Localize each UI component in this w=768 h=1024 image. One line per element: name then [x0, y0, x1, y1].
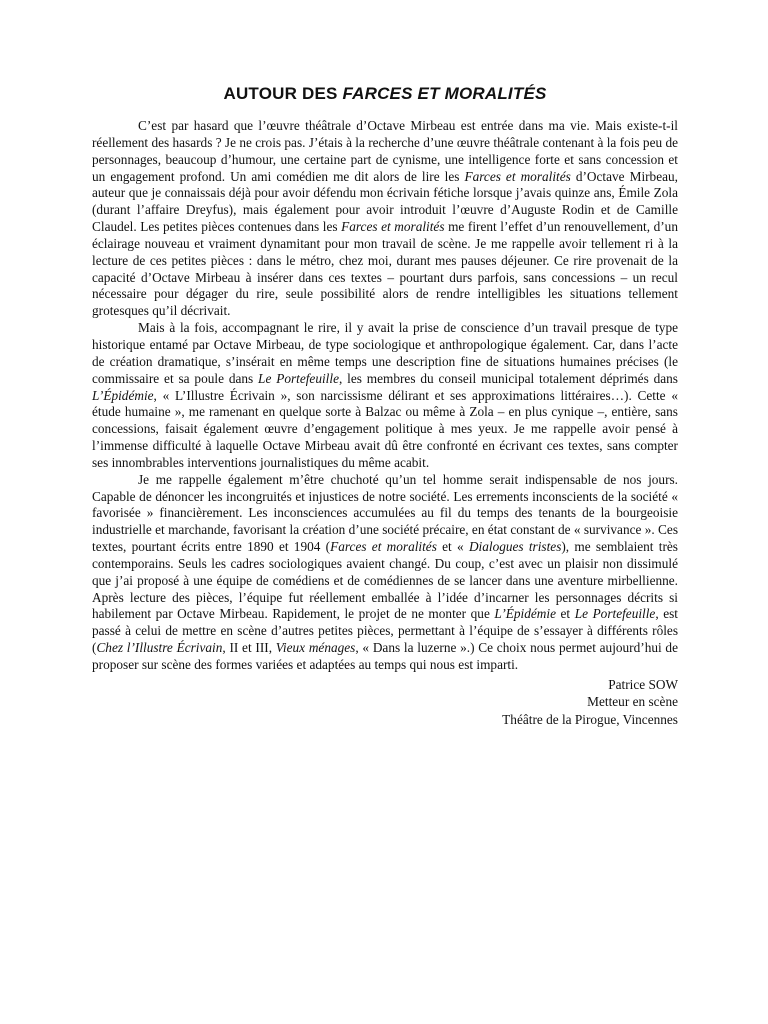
document-title: [92, 84, 678, 104]
text-run: , II et III,: [222, 640, 276, 656]
text-run: C’est par hasard que l’œuvre théâtrale d’Octave Mirbeau est entrée dans ma vie. Mais existe-t-il réellement des hasards ? Je ne crois pas. J’étais à la recherche d’une œuvre théâtrale contenant à la fois peu de personnages, beaucoup d’humour, une certaine part de cynisme, une intelligence forte et sans concession et un engagement profond. Un ami comédien me dit alors de lire les: [92, 118, 678, 184]
italic-run: L’Épidémie: [494, 606, 556, 622]
text-run: Mais à la fois, accompagnant le rire, il y avait la prise de conscience d’un travail presque de type historique entamé par Octave Mirbeau, de type sociologique et anthropologique également. Car, dans l’acte de création dramatique, s’insérait en même temps une description fine de situations humaines précises (le commissaire et sa poule dans: [92, 320, 678, 386]
italic-run: Farces et moralités: [464, 168, 571, 184]
signature-role: Metteur en scène: [587, 694, 678, 710]
signature-name: Patrice SOW: [608, 676, 678, 692]
text-run: , « L’Illustre Écrivain », son narcissisme délirant et ses approximations littéraires…). Cette « étude humaine », me ramenant en quelque sorte à Balzac ou même à Zola – en plus cynique –, entière, sans concessions, faisait également œuvre d’engagement politique à mes yeux. Je me rappelle avoir pensé à l’immense difficulté à laquelle Octave Mirbeau avait dû être confronté en écrivant ces textes, sans compter ses innombrables interventions journalistiques du même acabit.: [92, 387, 678, 470]
paragraph: [92, 472, 678, 674]
article-body: [92, 118, 678, 674]
text-run: Je me rappelle également m’être chuchoté qu’un tel homme serait indispensable de nos jours. Capable de dénoncer les incongruités et injustices de notre société. Les errements inconscients de la société « favorisée » financièrement. Les inconsciences accumulées au fil du temps des tenants de la bourgeoisie industrielle et marchande, favorisant la création d’une société précaire, en état constant de « survivance ». Ces textes, pourtant écrits entre 1890 et 1904 (: [92, 471, 678, 555]
text-run: , « Dans la luzerne ».) Ce choix nous permet aujourd’hui de proposer sur scène des formes variées et adaptées au temps qui nous est imparti.: [92, 640, 678, 672]
document-page: [92, 84, 678, 728]
italic-run: Farces et moralités: [341, 219, 445, 235]
italic-run: L’Épidémie: [92, 387, 154, 403]
title-italic: FARCES ET MORALITÉS: [342, 84, 547, 103]
text-run: me firent l’effet d’un renouvellement, d’un éclairage nouveau et vraiment dynamitant pour mon travail de scène. Je me rappelle avoir tellement ri à la lecture de ces petites pièces : dans le métro, chez moi, durant mes pauses déjeuner. Ce rire provenait de la capacité d’Octave Mirbeau à insérer dans ces textes – pourtant durs parfois, sans concessions – un recul nécessaire pour dégager du rire, seule possibilité alors de rendre intelligibles les situations tellement grotesques qu’il décrivait.: [92, 219, 678, 319]
italic-run: Farces et moralités: [330, 539, 437, 555]
title-prefix: AUTOUR DES: [223, 84, 343, 103]
text-run: d’Octave Mirbeau, auteur que je connaissais déjà pour avoir défendu mon écrivain fétiche lorsque j’avais quinze ans, Émile Zola (durant l’affaire Dreyfus), mais également pour avoir introduit l’œuvre d’Auguste Rodin et de Camille Claudel. Les petites pièces contenues dans les: [92, 168, 678, 235]
text-run: , est passé à celui de mettre en scène d’autres petites pièces, permettant à l’équipe de s’essayer à différents rôles (: [92, 606, 679, 656]
paragraph: [92, 320, 678, 472]
italic-run: Le Portefeuille: [574, 606, 656, 622]
italic-run: Le Portefeuille: [258, 370, 339, 386]
signature-block: [92, 676, 678, 729]
text-run: et «: [436, 539, 469, 555]
text-run: , les membres du conseil municipal totalement déprimés dans: [338, 370, 678, 386]
italic-run: Chez l’Illustre Écrivain: [96, 640, 223, 656]
italic-run: Dialogues tristes: [468, 539, 562, 555]
signature-theatre: Théâtre de la Pirogue, Vincennes: [502, 711, 678, 727]
paragraph: [92, 118, 678, 320]
text-run: ), me semblaient très contemporains. Seuls les cadres sociologiques avaient changé. Du coup, c’est avec un plaisir non dissimulé que j’ai proposé à une équipe de comédiens et de comédiennes de se lancer dans une aventure mirbellienne. Après lecture des pièces, l’équipe fut réellement emballée à l’idée d’incarner les personnages décrits si habilement par Octave Mirbeau. Rapidement, le projet de ne monter que: [92, 539, 678, 622]
italic-run: Vieux ménages: [275, 640, 356, 656]
text-run: et: [555, 606, 575, 622]
